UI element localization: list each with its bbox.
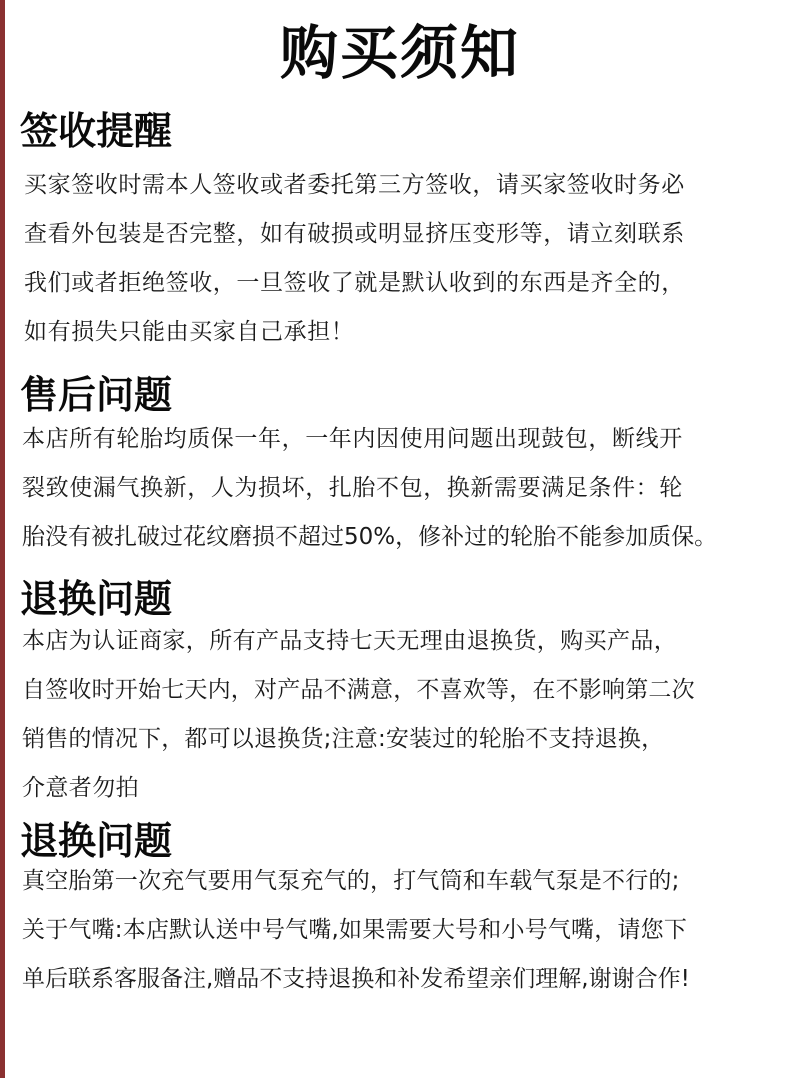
section-after-sales-line: 裂致使漏气换新，人为损坏，扎胎不包，换新需要满足条件：轮 xyxy=(22,475,683,501)
section-after-sales-line: 本店所有轮胎均质保一年，一年内因使用问题出现鼓包，断线开 xyxy=(22,426,683,452)
section-heading-returns-2: 退换问题 xyxy=(20,819,173,863)
section-returns-line: 销售的情况下，都可以退换货;注意:安装过的轮胎不支持退换， xyxy=(22,726,665,752)
section-returns-line: 自签收时开始七天内，对产品不满意，不喜欢等，在不影响第二次 xyxy=(22,677,695,703)
section-after-sales-line: 胎没有被扎破过花纹磨损不超过50%，修补过的轮胎不能参加质保。 xyxy=(22,524,718,550)
section-heading-after-sales: 售后问题 xyxy=(20,373,173,417)
section-returns-line: 本店为认证商家，所有产品支持七天无理由退换货，购买产品， xyxy=(22,628,678,654)
section-heading-returns: 退换问题 xyxy=(20,577,173,621)
section-returns-line: 介意者勿拍 xyxy=(22,775,139,801)
section-signing-line: 如有损失只能由买家自己承担！ xyxy=(24,319,355,345)
section-signing-line: 我们或者拒绝签收，一旦签收了就是默认收到的东西是齐全的， xyxy=(24,270,685,296)
section-returns-2-line: 关于气嘴:本店默认送中号气嘴,如果需要大号和小号气嘴，请您下 xyxy=(22,917,688,943)
section-returns-2-line: 单后联系客服备注,赠品不支持退换和补发希望亲们理解,谢谢合作! xyxy=(22,966,690,992)
page-title: 购买须知 xyxy=(279,19,520,87)
section-heading-signing: 签收提醒 xyxy=(20,109,173,153)
section-signing-line: 买家签收时需本人签收或者委托第三方签收，请买家签收时务必 xyxy=(24,172,685,198)
section-signing-line: 查看外包装是否完整，如有破损或明显挤压变形等，请立刻联系 xyxy=(24,221,685,247)
section-returns-2-line: 真空胎第一次充气要用气泵充气的，打气筒和车载气泵是不行的; xyxy=(22,868,680,894)
